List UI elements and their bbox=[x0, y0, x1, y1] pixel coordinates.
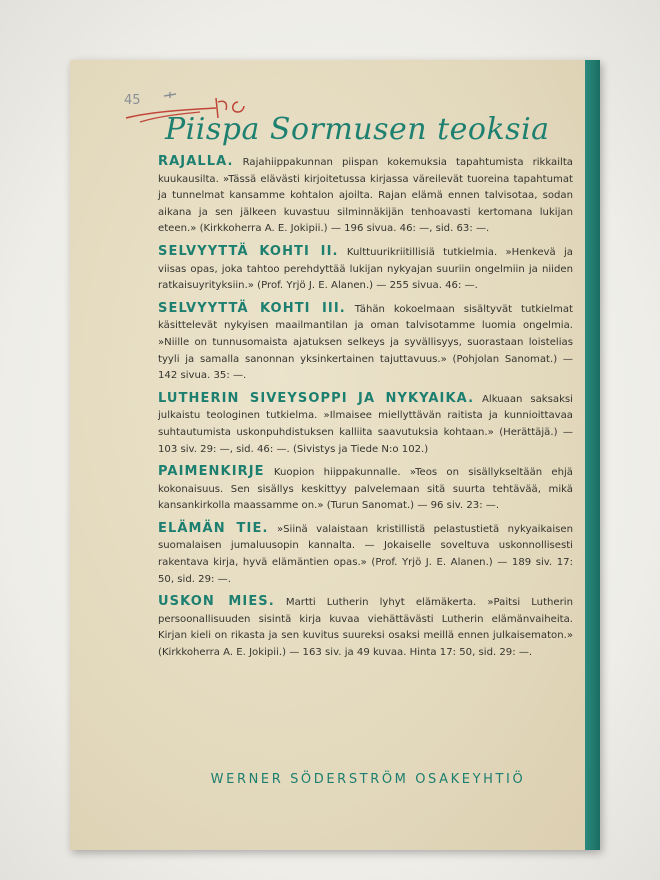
pencil-note: 45 bbox=[124, 93, 141, 108]
entry-text: Rajahiippakunnan piispan kokemuksia tapahtumista rikkailta kuukausilta. »Tässä elävästi kirjoitetussa kirjassa väreilevät tuoreina tapahtumat ja tunnelmat kansamme kohtalon ajoilta. Rajan elämä ennen talvisotaa, sodan aikana ja sen jälkeen kuvastuu silminnäkijän tenhoavasti kertomana lukijan eteen.» (Kirkkoherra A. E. Jokipii.) — 196 sivua. 46: —, sid. 63: —. bbox=[158, 157, 573, 235]
entry-text: Martti Lutherin lyhyt elämäkerta. »Paitsi Lutherin persoonallisuuden sisintä kirja kuvaa viehättävästi Lutherin elämänvaiheita. Kirjan kieli on rikasta ja sen kuvitus suureksi osaksi meillä ennen julkaisematon.» (Kirkkoherra A. E. Jokipii.) — 163 siv. ja 49 kuvaa. Hinta 17: 50, sid. 29: —. bbox=[158, 597, 573, 659]
book-entry-selvyytta-kohti-3 bbox=[158, 301, 573, 385]
book-entry-rajalla bbox=[158, 154, 573, 238]
entry-title: PAIMENKIRJE bbox=[158, 464, 265, 480]
entry-text: Kuopion hiippakunnalle. »Teos on sisällykseltään ehjä kokonaisuus. Sen sisällys keskittyy palvelemaan sitä suurta tehtävää, mikä kansankirkolla maassamme on.» (Turun Sanomat.) — 96 siv. 23: —. bbox=[158, 467, 573, 512]
entry-title: USKON MIES. bbox=[158, 594, 275, 610]
book-entry-lutherin-siveysoppi bbox=[158, 391, 573, 458]
entry-title: SELVYYTTÄ KOHTI III. bbox=[158, 300, 346, 316]
entry-text: Tähän kokoelmaan sisältyvät tutkielmat käsittelevät nykyisen maailmantilan ja oman talvisotamme luomia ongelmia. »Niille on tunnusomaista ajatuksen selkeys ja syvällisyys, suorastaan loistelias tyyli ja samalla sanonnan yksinkertainen tajuttavuus.» (Pohjolan Sanomat.) — 142 sivua. 35: —. bbox=[158, 303, 573, 382]
entry-text: Kulttuurikriitillisiä tutkielmia. »Henkevä ja viisas opas, joka tahtoo perehdyttää lukijan nykyajan suuriin ongelmiin ja niiden ratkaisuyrityksiin.» (Prof. Yrjö J. E. Alanen.) — 255 sivua. 46: —. bbox=[158, 246, 573, 292]
entry-title: ELÄMÄN TIE. bbox=[158, 520, 269, 536]
book-entry-uskon-mies bbox=[158, 594, 573, 661]
entry-title: SELVYYTTÄ KOHTI II. bbox=[158, 243, 339, 259]
cover-paper bbox=[70, 60, 585, 850]
entry-text: Alkuaan saksaksi julkaistu teologinen tutkielma. »Ilmaisee miellyttävän raitista ja kunnioittavaa suhtautumista uskonpuhdistuksen kalliita saavutuksia kohtaan.» (Herättäjä.) — 103 siv. 29: —, sid. 46: —. (Sivistys ja Tiede N:o 102.) bbox=[158, 393, 573, 455]
book-entry-selvyytta-kohti-2 bbox=[158, 244, 573, 295]
book-entry-elaman-tie bbox=[158, 521, 573, 588]
entry-title: LUTHERIN SIVEYSOPPI JA NYKYAIKA. bbox=[158, 390, 475, 406]
book-list bbox=[158, 154, 573, 668]
book-back-cover bbox=[70, 60, 600, 850]
cover-title: Piispa Sormusen teoksia bbox=[165, 112, 550, 147]
cover-edge-green bbox=[585, 60, 600, 850]
entry-text: »Siinä valaistaan kristillistä pelastustietä nykyaikaisen suomalaisen jumaluusopin kannalta. — Jokaiselle soveltuva uskonnollisesti rakentava kirja, hyvä elämäntien opas.» (Prof. Yrjö J. E. Alanen.) — 189 siv. 17: 50, sid. 29: —. bbox=[158, 523, 573, 585]
entry-title: RAJALLA. bbox=[158, 154, 234, 169]
publisher-name: WERNER SÖDERSTRÖM OSAKEYHTIÖ bbox=[210, 772, 526, 787]
book-entry-paimenkirje bbox=[158, 464, 573, 515]
